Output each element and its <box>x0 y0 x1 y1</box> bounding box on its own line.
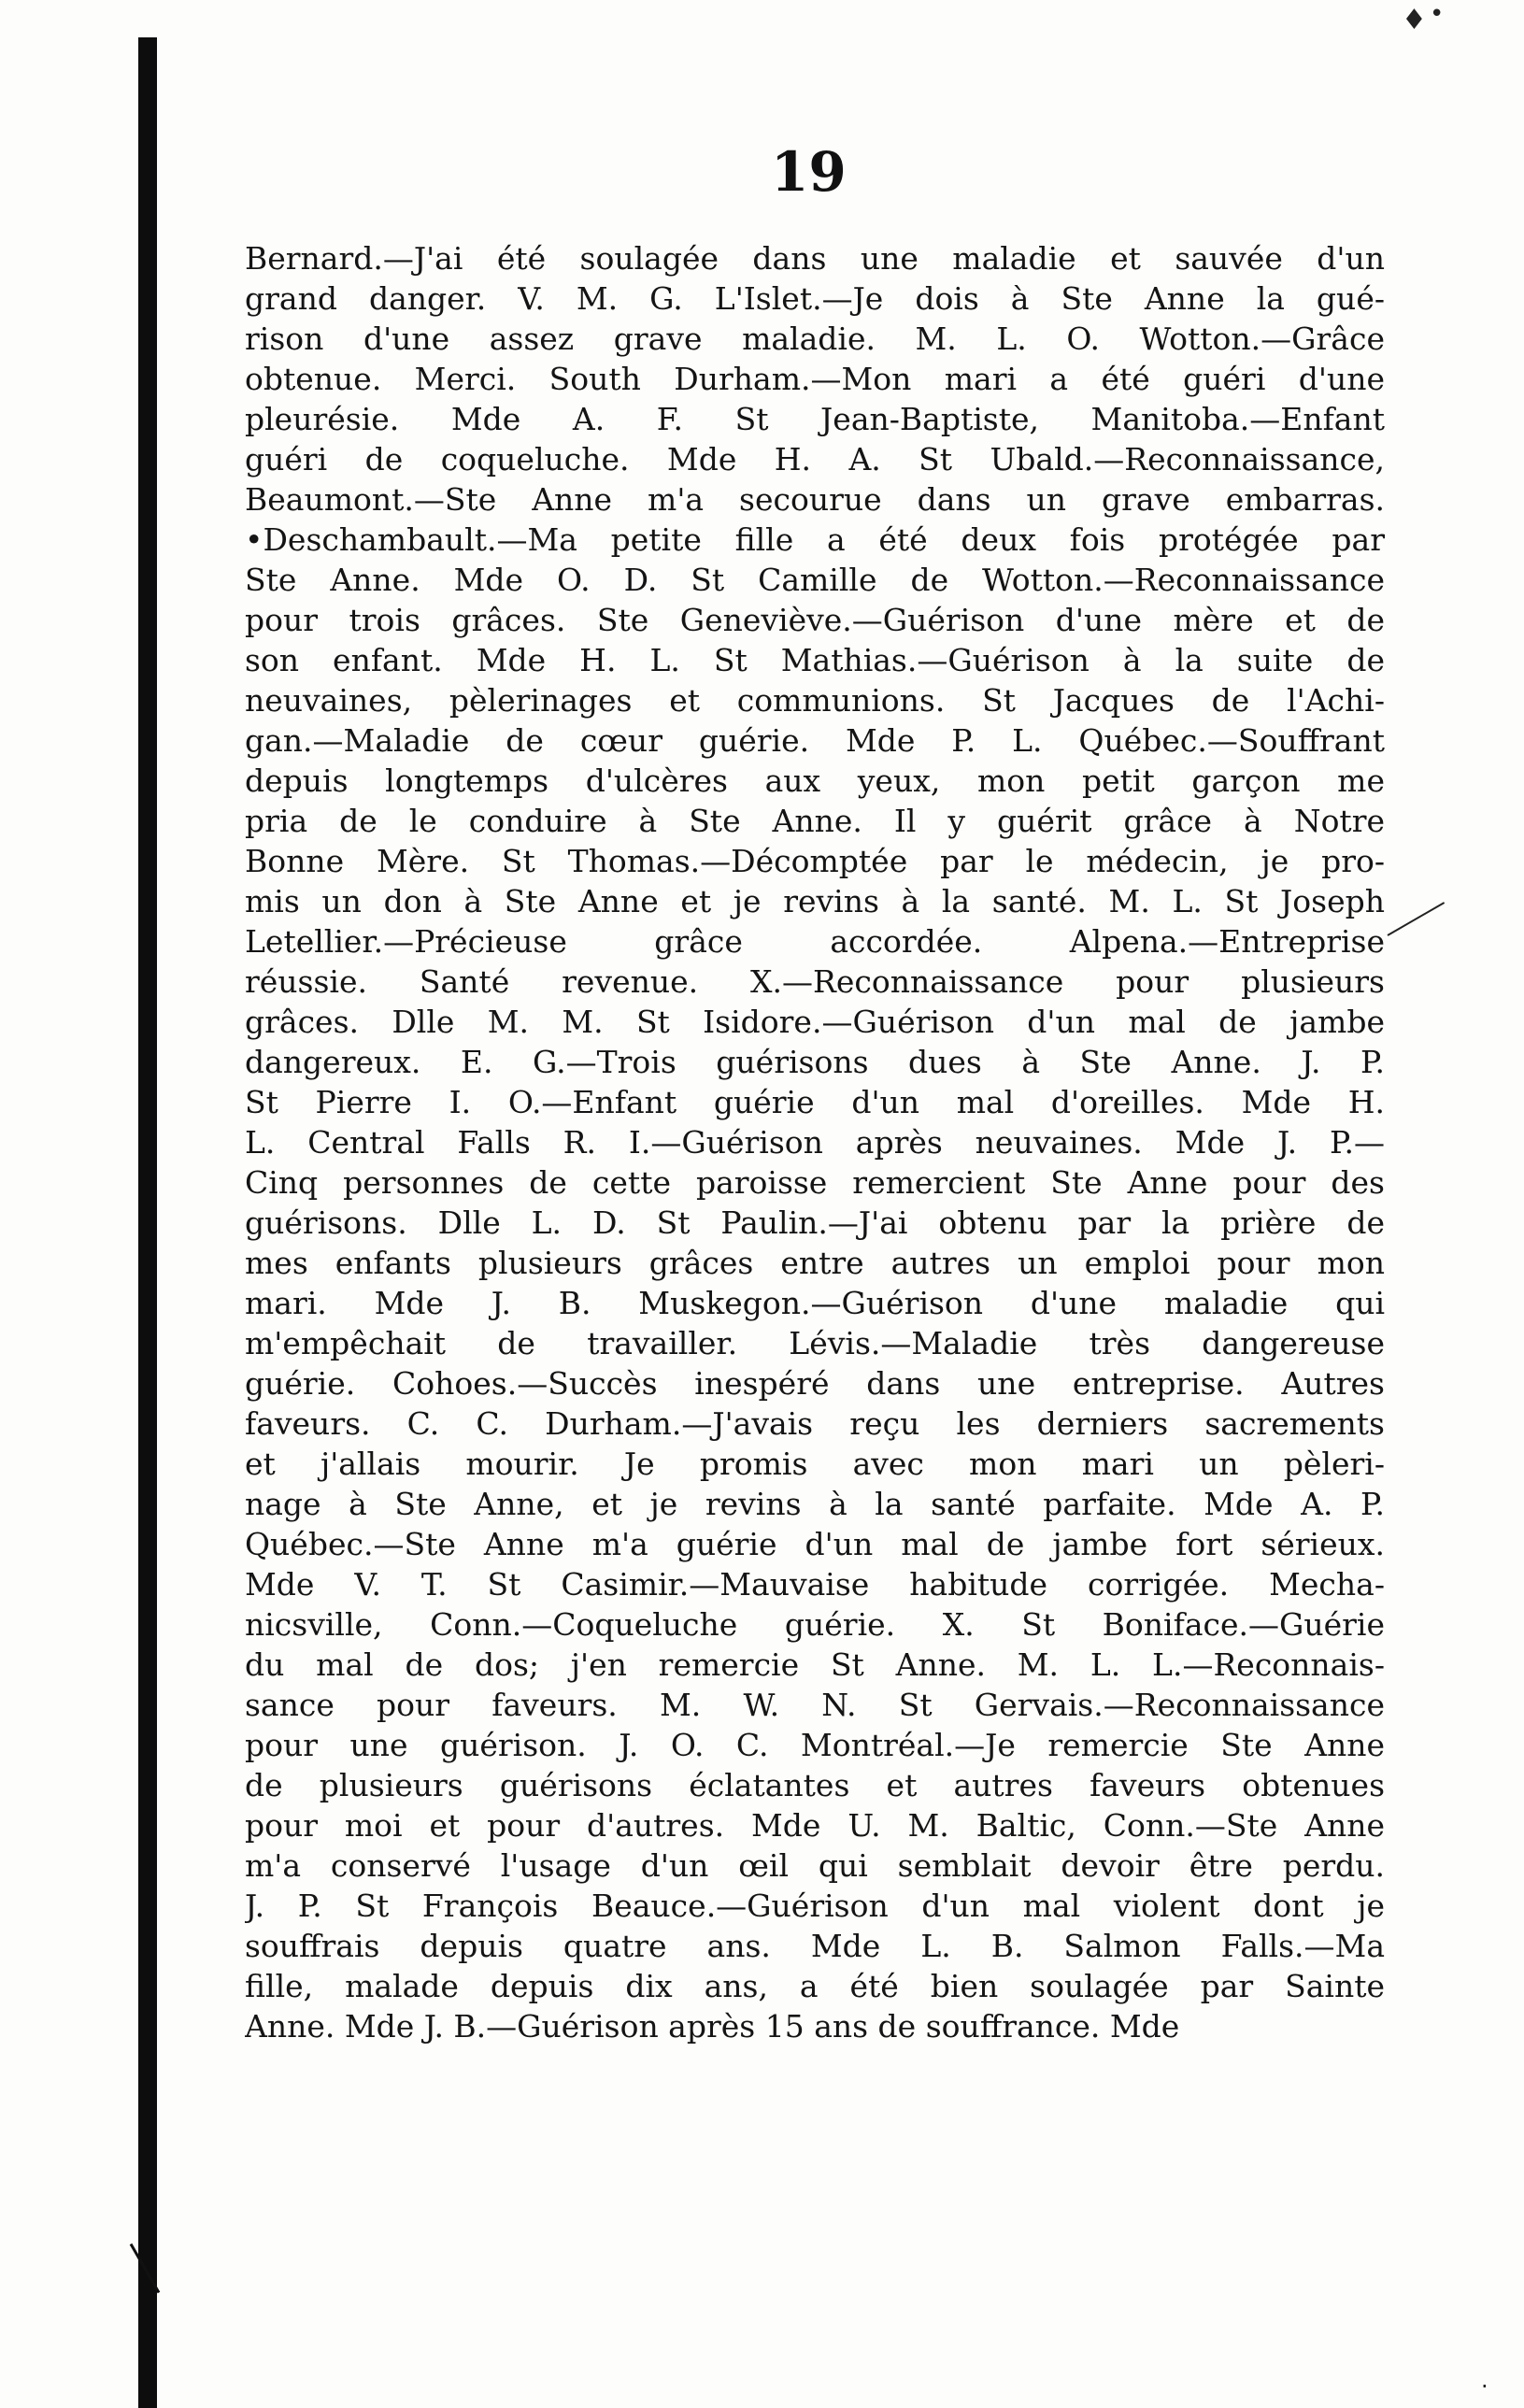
text-line: son enfant. Mde H. L. St Mathias.—Guérison à la suite de <box>245 642 1385 678</box>
text-line: Cinq personnes de cette paroisse remercient Ste Anne pour des <box>245 1164 1385 1201</box>
text-line: Letellier.—Précieuse grâce accordée. Alpena.—Entreprise <box>245 923 1385 960</box>
text-line: J. P. St François Beauce.—Guérison d'un mal violent dont je <box>245 1888 1385 1924</box>
text-line: m'a conservé l'usage d'un œil qui semblait devoir être perdu. <box>245 1847 1385 1884</box>
text-line: du mal de dos; j'en remercie St Anne. M. L. L.—Reconnais- <box>245 1646 1385 1683</box>
stray-mark-top: ♦ <box>1402 4 1427 36</box>
text-line: Mde V. T. St Casimir.—Mauvaise habitude corrigée. Mecha- <box>245 1566 1385 1603</box>
text-line: Bernard.—J'ai été soulagée dans une maladie et sauvée d'un <box>245 240 1385 277</box>
text-line: pour trois grâces. Ste Geneviève.—Guérison d'une mère et de <box>245 602 1385 638</box>
text-line: mari. Mde J. B. Muskegon.—Guérison d'une maladie qui <box>245 1285 1385 1321</box>
text-line: pour une guérison. J. O. C. Montréal.—Je remercie Ste Anne <box>245 1727 1385 1763</box>
text-line: L. Central Falls R. I.—Guérison après neuvaines. Mde J. P.— <box>245 1124 1385 1161</box>
stray-mark-top-dot: • <box>1430 0 1445 28</box>
body-text <box>245 238 1385 2046</box>
text-line: nicsville, Conn.—Coqueluche guérie. X. St Boniface.—Guérie <box>245 1606 1385 1643</box>
text-line: m'empêchait de travailler. Lévis.—Maladie très dangereuse <box>245 1325 1385 1361</box>
text-line: sance pour faveurs. M. W. N. St Gervais.—Reconnaissance <box>245 1687 1385 1723</box>
text-line: dangereux. E. G.—Trois guérisons dues à Ste Anne. J. P. <box>245 1044 1385 1080</box>
page-number: 19 <box>771 140 847 204</box>
text-line: depuis longtemps d'ulcères aux yeux, mon petit garçon me <box>245 762 1385 799</box>
text-line: gan.—Maladie de cœur guérie. Mde P. L. Québec.—Souffrant <box>245 722 1385 759</box>
text-line: •Deschambault.—Ma petite fille a été deux fois protégée par <box>245 521 1385 558</box>
binding-edge <box>138 37 157 2408</box>
text-line: grand danger. V. M. G. L'Islet.—Je dois à Ste Anne la gué- <box>245 280 1385 317</box>
text-line: Ste Anne. Mde O. D. St Camille de Wotton.—Reconnaissance <box>245 562 1385 598</box>
text-line: pria de le conduire à Ste Anne. Il y guérit grâce à Notre <box>245 803 1385 839</box>
text-line: Québec.—Ste Anne m'a guérie d'un mal de jambe fort sérieux. <box>245 1526 1385 1562</box>
text-line: nage à Ste Anne, et je revins à la santé parfaite. Mde A. P. <box>245 1486 1385 1522</box>
text-line: St Pierre I. O.—Enfant guérie d'un mal d'oreilles. Mde H. <box>245 1084 1385 1120</box>
text-line: souffrais depuis quatre ans. Mde L. B. Salmon Falls.—Ma <box>245 1928 1385 1964</box>
text-line: grâces. Dlle M. M. St Isidore.—Guérison d'un mal de jambe <box>245 1004 1385 1040</box>
text-line: et j'allais mourir. Je promis avec mon mari un pèleri- <box>245 1446 1385 1482</box>
text-line: pour moi et pour d'autres. Mde U. M. Baltic, Conn.—Ste Anne <box>245 1807 1385 1844</box>
text-line: mis un don à Ste Anne et je revins à la santé. M. L. St Joseph <box>245 883 1385 919</box>
text-line: obtenue. Merci. South Durham.—Mon mari a été guéri d'une <box>245 361 1385 397</box>
text-line: Beaumont.—Ste Anne m'a secourue dans un grave embarras. <box>245 481 1385 518</box>
text-line: rison d'une assez grave maladie. M. L. O. Wotton.—Grâce <box>245 321 1385 357</box>
stray-mark-bottom: · <box>1481 2373 1488 2400</box>
text-line: guéri de coqueluche. Mde H. A. St Ubald.—Reconnaissance, <box>245 441 1385 477</box>
text-line: fille, malade depuis dix ans, a été bien soulagée par Sainte <box>245 1968 1385 2004</box>
text-line: faveurs. C. C. Durham.—J'avais reçu les derniers sacrements <box>245 1405 1385 1442</box>
text-line: pleurésie. Mde A. F. St Jean-Baptiste, Manitoba.—Enfant <box>245 401 1385 437</box>
text-line: guérisons. Dlle L. D. St Paulin.—J'ai obtenu par la prière de <box>245 1204 1385 1241</box>
margin-stroke <box>1388 902 1446 936</box>
text-line: neuvaines, pèlerinages et communions. St Jacques de l'Achi- <box>245 682 1385 719</box>
text-line: Anne. Mde J. B.—Guérison après 15 ans de souffrance. Mde <box>245 2008 1180 2045</box>
text-line: mes enfants plusieurs grâces entre autres un emploi pour mon <box>245 1245 1385 1281</box>
text-line: Bonne Mère. St Thomas.—Décomptée par le médecin, je pro- <box>245 843 1385 879</box>
text-line: guérie. Cohoes.—Succès inespéré dans une entreprise. Autres <box>245 1365 1385 1402</box>
text-line: de plusieurs guérisons éclatantes et autres faveurs obtenues <box>245 1767 1385 1803</box>
text-line: réussie. Santé revenue. X.—Reconnaissance pour plusieurs <box>245 963 1385 1000</box>
